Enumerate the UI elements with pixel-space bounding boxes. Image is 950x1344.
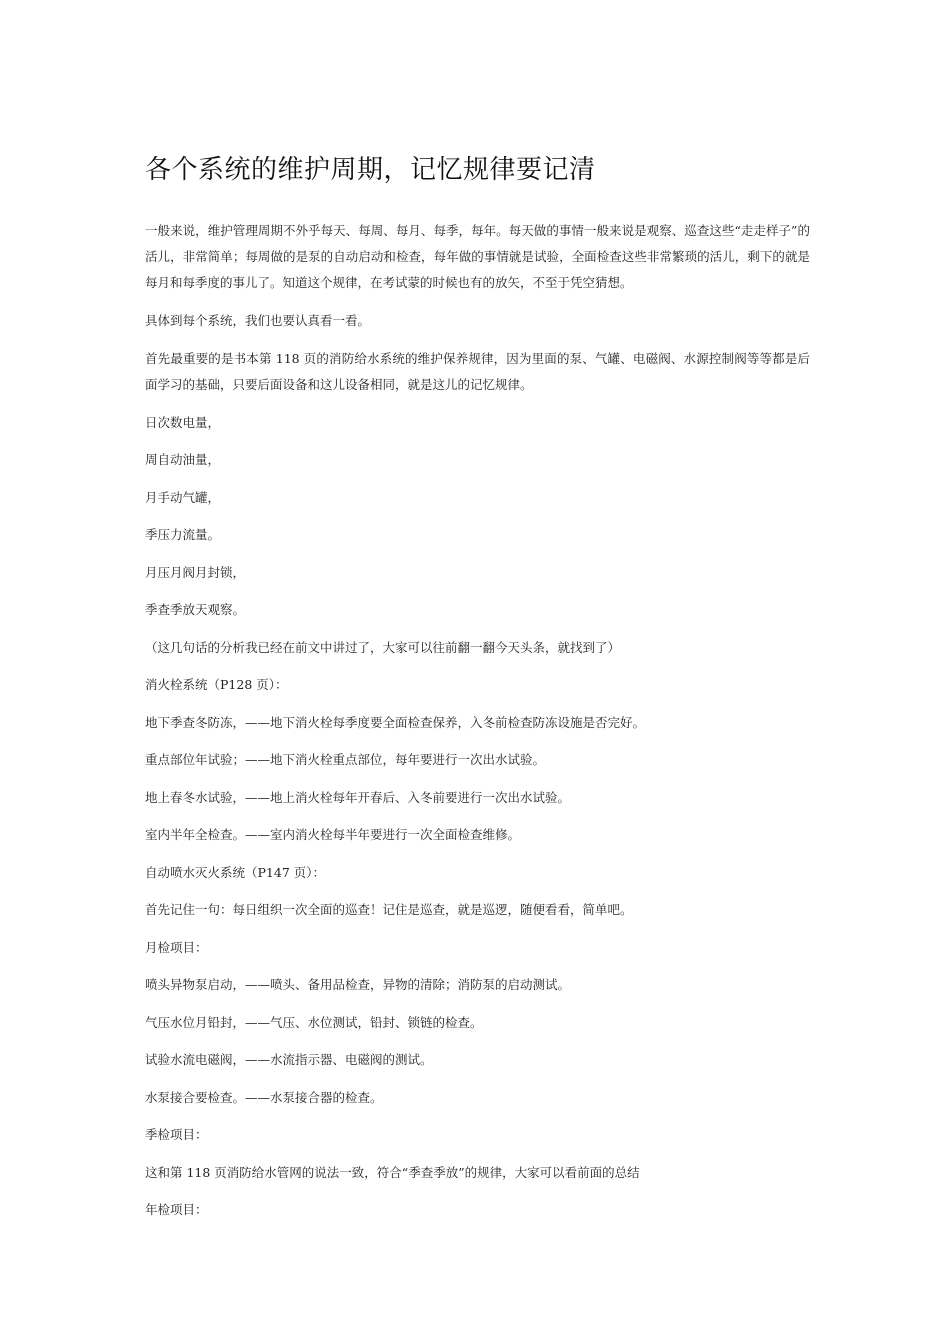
paragraph: 首先最重要的是书本第 118 页的消防给水系统的维护保养规律，因为里面的泵、气罐、电磁阀、水源控制阀等等都是后面学习的基础，只要后面设备和这儿设备相同，就是这儿的记忆规律。: [145, 350, 810, 392]
list-item: 地下季查冬防冻，——地下消火栓每季度要全面检查保养，入冬前检查防冻设施是否完好。: [145, 714, 646, 730]
mnemonic-line: 季查季放天观察。: [145, 602, 246, 617]
subheading-quarterly: 季检项目：: [145, 1127, 208, 1142]
list-item: 室内半年全检查。——室内消火栓每半年要进行一次全面检查维修。: [145, 827, 521, 842]
paragraph: 首先记住一句：每日组织一次全面的巡查！记住是巡查，就是巡逻，随便看看，简单吧。: [145, 902, 633, 917]
list-item: 地上春冬水试验，——地上消火栓每年开春后、入冬前要进行一次出水试验。: [145, 789, 571, 805]
list-item: 重点部位年试验；——地下消火栓重点部位，每年要进行一次出水试验。: [145, 752, 546, 767]
list-item: 喷头异物泵启动，——喷头、备用品检查，异物的清除；消防泵的启动测试。: [145, 977, 571, 992]
paragraph: 具体到每个系统，我们也要认真看一看。: [145, 313, 371, 328]
list-item: 试验水流电磁阀，——水流指示器、电磁阀的测试。: [145, 1052, 433, 1067]
list-item: 水泵接合要检查。——水泵接合器的检查。: [145, 1089, 383, 1105]
paragraph-intro: 一般来说，维护管理周期不外乎每天、每周、每月、每季，每年。每天做的事情一般来说是观察、巡查这些“走走样子”的活儿，非常简单；每周做的是泵的自动启动和检查，每年做的事情就是试验，全面检查这些非常繁琐的活儿，剩下的就是每月和每季度的事儿了。知道这个规律，在考试蒙的时候也有的放矢，不至于凭空猜想。: [145, 223, 810, 290]
section-heading-sprinkler: 自动喷水灭火系统（P147 页）：: [145, 864, 325, 880]
note-line: （这几句话的分析我已经在前文中讲过了，大家可以往前翻一翻今天头条，就找到了）: [145, 639, 621, 655]
section-heading-hydrant: 消火栓系统（P128 页）：: [145, 677, 288, 692]
subheading-monthly: 月检项目：: [145, 939, 208, 955]
list-item: 气压水位月铅封，——气压、水位测试，铅封、锁链的检查。: [145, 1014, 483, 1030]
document-body: [145, 218, 810, 1235]
subheading-yearly: 年检项目：: [145, 1202, 208, 1217]
mnemonic-line: 月压月阀月封锁，: [145, 564, 246, 580]
paragraph: 这和第 118 页消防给水管网的说法一致，符合“季查季放”的规律，大家可以看前面的总结: [145, 1164, 640, 1180]
mnemonic-line: 月手动气罐，: [145, 489, 221, 505]
document-title: 各个系统的维护周期，记忆规律要记清: [145, 155, 596, 185]
mnemonic-line: 日次数电量，: [145, 414, 221, 430]
mnemonic-line: 周自动油量，: [145, 452, 221, 467]
mnemonic-line: 季压力流量。: [145, 527, 221, 542]
